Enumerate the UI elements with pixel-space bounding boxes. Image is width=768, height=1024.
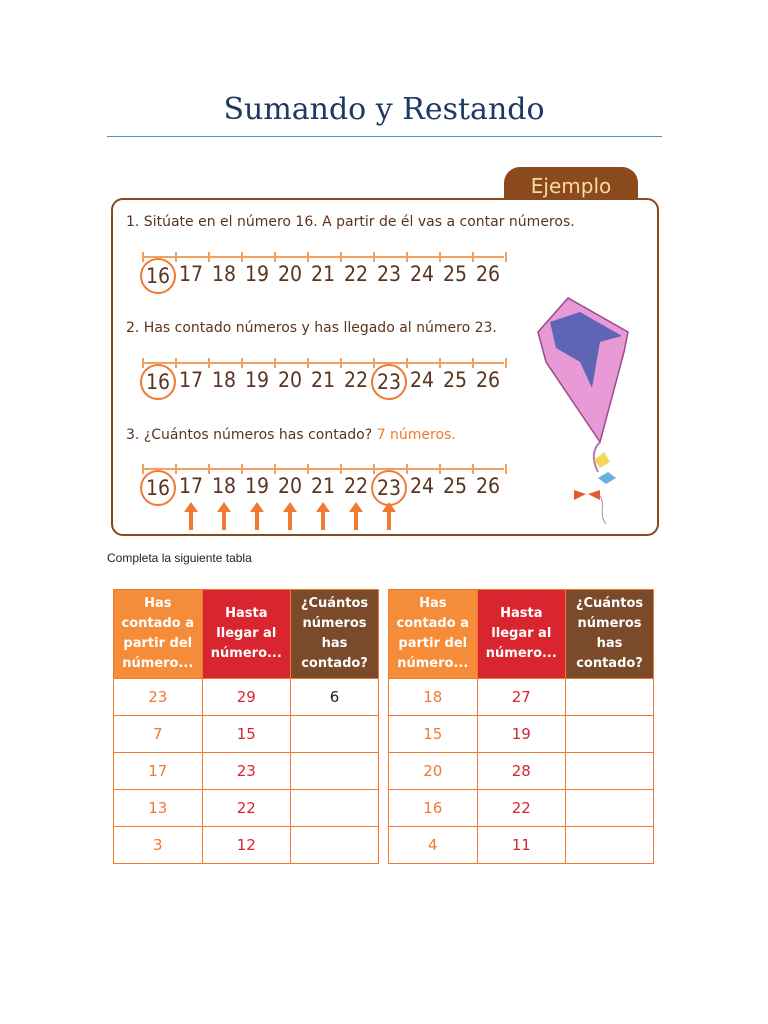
number-line-tick: [340, 464, 342, 474]
cell-count[interactable]: 6: [291, 679, 379, 716]
cell-from: 4: [389, 827, 478, 864]
cell-to: 23: [202, 753, 291, 790]
number-label: 20: [277, 368, 303, 392]
number-label: 22: [343, 368, 369, 392]
cell-from: 13: [114, 790, 203, 827]
cell-count[interactable]: [566, 753, 654, 790]
circled-number: 16: [140, 258, 176, 294]
up-arrow-icon: [382, 502, 396, 530]
cell-count[interactable]: [566, 790, 654, 827]
number-line-tick: [340, 358, 342, 368]
number-line-tick: [406, 358, 408, 368]
up-arrow-icon: [349, 502, 363, 530]
example-step-3-answer: 7 números.: [376, 427, 456, 443]
table-row: [389, 790, 654, 827]
number-line-tick: [505, 252, 507, 262]
number-line-tick: [439, 358, 441, 368]
number-label: 18: [211, 262, 237, 286]
table-row: [389, 753, 654, 790]
number-label: 25: [442, 368, 468, 392]
number-label: 17: [178, 262, 204, 286]
cell-to: 28: [477, 753, 566, 790]
cell-to: 22: [477, 790, 566, 827]
exercise-table-left: [113, 589, 379, 864]
number-line-tick: [175, 358, 177, 368]
number-line-tick: [406, 252, 408, 262]
cell-to: 15: [202, 716, 291, 753]
circled-number: 16: [140, 470, 176, 506]
cell-to: 27: [477, 679, 566, 716]
number-label: 22: [343, 262, 369, 286]
cell-to: 29: [202, 679, 291, 716]
up-arrow-icon: [217, 502, 231, 530]
number-line-tick: [472, 252, 474, 262]
circled-number: 23: [371, 470, 407, 506]
header-from: Has contado a partir del número...: [389, 590, 478, 679]
circled-number: 23: [371, 364, 407, 400]
number-label: 20: [277, 262, 303, 286]
number-line-tick: [439, 464, 441, 474]
number-line-tick: [505, 358, 507, 368]
example-step-3: [126, 427, 456, 443]
number-line-tick: [142, 252, 144, 262]
number-label: 26: [475, 368, 501, 392]
cell-to: 12: [202, 827, 291, 864]
number-line-tick: [307, 252, 309, 262]
number-line-tick: [208, 464, 210, 474]
page-title: Sumando y Restando: [223, 92, 545, 127]
number-label: 17: [178, 474, 204, 498]
cell-from: 23: [114, 679, 203, 716]
number-label: 20: [277, 474, 303, 498]
number-line-tick: [274, 252, 276, 262]
number-line-tick: [439, 252, 441, 262]
header-from: Has contado a partir del número...: [114, 590, 203, 679]
number-label: 23: [376, 262, 402, 286]
number-line-tick: [472, 358, 474, 368]
number-line-tick: [340, 252, 342, 262]
number-line-tick: [175, 464, 177, 474]
number-label: 19: [244, 474, 270, 498]
number-label: 18: [211, 368, 237, 392]
table-row: [114, 716, 379, 753]
cell-to: 19: [477, 716, 566, 753]
title-divider: [107, 136, 662, 137]
up-arrow-icon: [283, 502, 297, 530]
table-row: [114, 679, 379, 716]
header-to: Hasta llegar al número...: [477, 590, 566, 679]
number-label: 24: [409, 368, 435, 392]
number-label: 21: [310, 474, 336, 498]
cell-from: 15: [389, 716, 478, 753]
number-label: 24: [409, 474, 435, 498]
number-label: 17: [178, 368, 204, 392]
header-to: Hasta llegar al número...: [202, 590, 291, 679]
number-line-tick: [241, 252, 243, 262]
up-arrow-icon: [316, 502, 330, 530]
number-line-tick: [142, 464, 144, 474]
number-line-tick: [142, 358, 144, 368]
circled-number: 16: [140, 364, 176, 400]
example-step-3-question: 3. ¿Cuántos números has contado?: [126, 427, 373, 443]
cell-to: 11: [477, 827, 566, 864]
cell-count[interactable]: [291, 753, 379, 790]
example-step-1: 1. Sitúate en el número 16. A partir de él vas a contar números.: [126, 214, 575, 230]
number-line-tick: [373, 464, 375, 474]
cell-count[interactable]: [566, 679, 654, 716]
example-tab: Ejemplo: [504, 167, 638, 203]
number-label: 26: [475, 474, 501, 498]
number-line-tick: [175, 252, 177, 262]
header-count: ¿Cuántos números has contado?: [566, 590, 654, 679]
number-label: 21: [310, 262, 336, 286]
number-label: 18: [211, 474, 237, 498]
table-row: [114, 827, 379, 864]
cell-from: 17: [114, 753, 203, 790]
number-line-tick: [472, 464, 474, 474]
number-label: 19: [244, 262, 270, 286]
example-step-2: 2. Has contado números y has llegado al número 23.: [126, 320, 497, 336]
number-line-tick: [241, 464, 243, 474]
cell-from: 16: [389, 790, 478, 827]
number-line-tick: [241, 358, 243, 368]
number-label: 25: [442, 474, 468, 498]
cell-count[interactable]: [566, 716, 654, 753]
instructions: Completa la siguiente tabla: [107, 551, 252, 565]
cell-from: 3: [114, 827, 203, 864]
table-row: [114, 753, 379, 790]
number-label: 25: [442, 262, 468, 286]
number-line-tick: [274, 358, 276, 368]
number-label: 24: [409, 262, 435, 286]
table-row: [389, 827, 654, 864]
cell-from: 7: [114, 716, 203, 753]
cell-count[interactable]: [291, 827, 379, 864]
number-line-tick: [373, 252, 375, 262]
cell-count[interactable]: [566, 827, 654, 864]
cell-from: 20: [389, 753, 478, 790]
number-line-tick: [274, 464, 276, 474]
cell-to: 22: [202, 790, 291, 827]
number-line-tick: [505, 464, 507, 474]
number-label: 22: [343, 474, 369, 498]
cell-from: 18: [389, 679, 478, 716]
cell-count[interactable]: [291, 790, 379, 827]
number-line-tick: [373, 358, 375, 368]
kite-icon: [528, 292, 644, 532]
exercise-table-right: [388, 589, 654, 864]
number-line-tick: [307, 358, 309, 368]
cell-count[interactable]: [291, 716, 379, 753]
number-line-tick: [208, 358, 210, 368]
up-arrow-icon: [184, 502, 198, 530]
table-row: [114, 790, 379, 827]
table-row: [389, 716, 654, 753]
number-label: 26: [475, 262, 501, 286]
number-line-tick: [307, 464, 309, 474]
number-label: 21: [310, 368, 336, 392]
number-label: 19: [244, 368, 270, 392]
number-line-tick: [406, 464, 408, 474]
number-line-tick: [208, 252, 210, 262]
up-arrow-icon: [250, 502, 264, 530]
header-count: ¿Cuántos números has contado?: [291, 590, 379, 679]
table-row: [389, 679, 654, 716]
